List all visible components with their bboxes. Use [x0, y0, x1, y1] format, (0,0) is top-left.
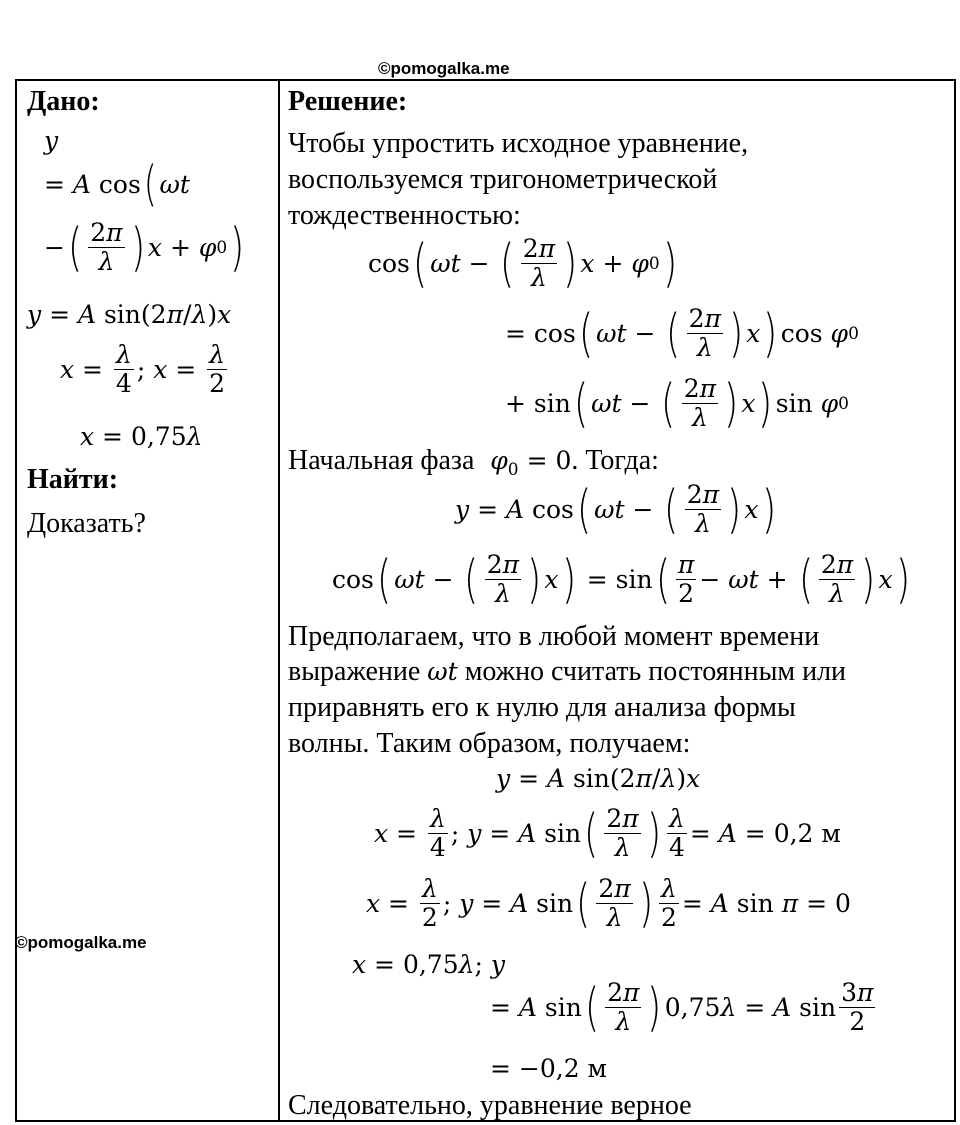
phase-line: Начальная фаза $\varphi_0 = 0$. Тогда: [288, 445, 659, 480]
wave-equation: y = A sin(2 π / λ ) x [496, 764, 701, 793]
given-heading: Дано: [27, 86, 100, 117]
assume-line-3: приравнять его к нулю для анализа формы [288, 692, 796, 723]
given-equation-line-2: = A cos ( ωt [44, 156, 190, 212]
identity-line-2: = cos ( ωt − ( $\frac{2\pi}{\lambda}$ ) x ) cos φ 0 [505, 303, 859, 364]
case-half: x = $\frac{\lambda}{2}$ ; y = A sin ( $\frac{2\pi}{\lambda}$ ) $\frac{\lambda}{2}$ = A sin π = 0 [366, 873, 851, 934]
case-three-quarter-result: = A sin ( $\frac{2\pi}{\lambda}$ ) 0,75 λ = A sin $\frac{3\pi}{2}$ [490, 977, 874, 1038]
phase-text: Начальная фаза [288, 445, 475, 476]
case-three-quarter-value: = −0,2 м [490, 1054, 607, 1083]
given-equation-line-1: y [44, 126, 59, 155]
watermark-left: ©pomogalka.me [15, 933, 147, 952]
assume-line-2a: выражение [288, 656, 421, 687]
given-equation-wave: y = A sin(2 π / λ ) x [27, 300, 232, 329]
assume-line-2: выражение ωt можно считать постоянным или [288, 656, 847, 687]
cos-sin-identity: cos ( ωt − ( $\frac{2\pi}{\lambda}$ ) x ) = sin ( $\frac{\pi}{2}$ − ωt + ( $\frac{2\pi}{\lambda}$ ) x ) [332, 549, 910, 610]
conclusion: Следовательно, уравнение верное [288, 1090, 692, 1121]
watermark-top: ©pomogalka.me [378, 59, 510, 78]
intro-line-2: воспользуемся тригонометрической [288, 164, 718, 195]
given-equation-line-3: − ( $\frac{2\pi}{\lambda}$ ) x + φ 0 ) [44, 217, 245, 278]
find-heading: Найти: [27, 464, 119, 495]
assume-line-2b: можно считать постоянным или [464, 656, 847, 687]
simplified-equation: y = A cos ( ωt − ( $\frac{2\pi}{\lambda}$ ) x ) [455, 479, 776, 540]
identity-line-1: cos ( ωt − ( $\frac{2\pi}{\lambda}$ ) x + φ 0 ) [368, 233, 677, 294]
assume-line-1: Предполагаем, что в любой момент времени [288, 621, 820, 652]
assume-line-4: волны. Таким образом, получаем: [288, 728, 691, 759]
identity-line-3: + sin ( ωt − ( $\frac{2\pi}{\lambda}$ ) x ) sin φ 0 [505, 373, 849, 434]
case-three-quarter-start: x = 0,75 λ ; y [352, 950, 505, 979]
solution-heading: Решение: [288, 86, 408, 117]
phase-tail: . Тогда: [571, 445, 659, 476]
given-x-third: x = 0,75 λ [80, 422, 203, 451]
case-quarter: x = $\frac{\lambda}{4}$ ; y = A sin ( $\frac{2\pi}{\lambda}$ ) $\frac{\lambda}{4}$ = A = 0,2 м [374, 803, 841, 864]
find-text: Доказать? [27, 508, 146, 539]
intro-line-1: Чтобы упростить исходное уравнение, [288, 128, 749, 159]
intro-line-3: тождественностью: [288, 200, 521, 231]
given-x-values: x = $\frac{\lambda}{4}$ ; x = $\frac{\lambda}{2}$ [60, 340, 226, 399]
